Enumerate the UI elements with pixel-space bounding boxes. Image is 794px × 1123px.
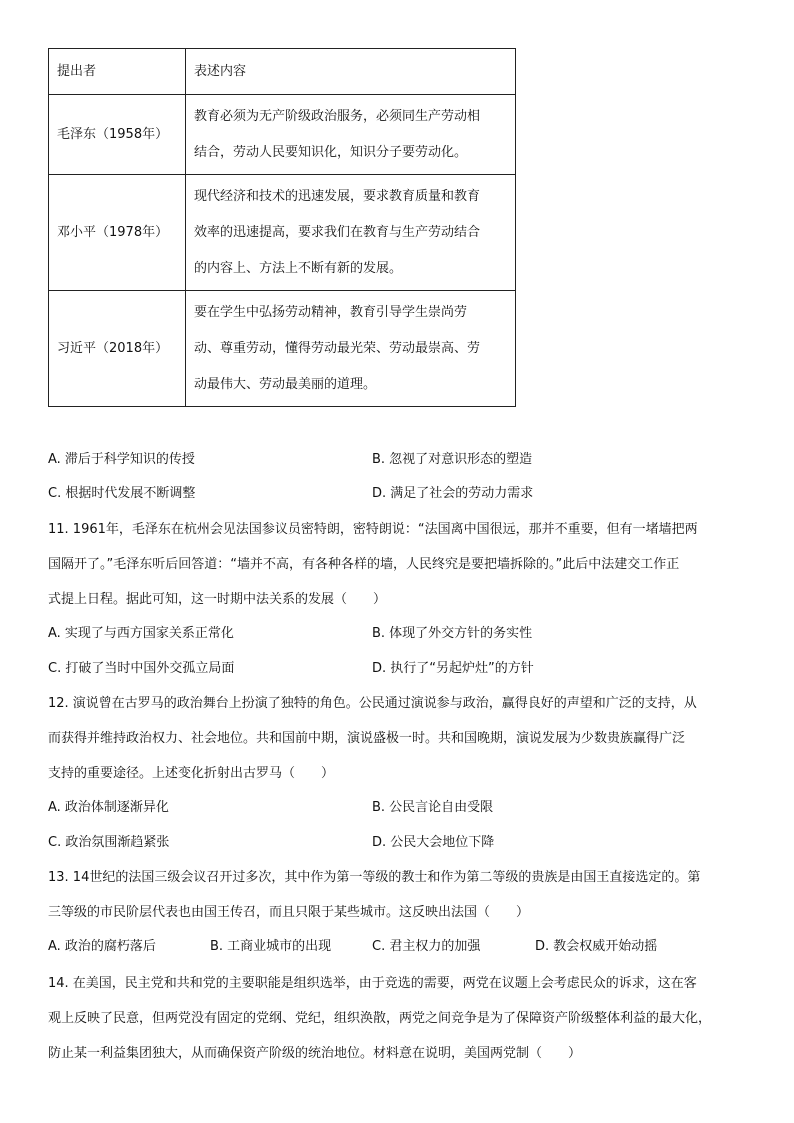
- q11-line: 式提上日程。据此可知，这一时期中法关系的发展（ ）: [48, 592, 387, 607]
- q11-option-c[interactable]: C. 打破了当时中国外交孤立局面: [48, 661, 235, 676]
- content-cell: [186, 95, 516, 175]
- table-row: [49, 95, 516, 175]
- q11-line: 国隔开了。”毛泽东听后回答道：“墙并不高，有各种各样的墙，人民终究是要把墙拆除的。”此后中法建交工作正: [48, 557, 680, 572]
- q12-stem: [48, 686, 748, 791]
- content-cell: [186, 175, 516, 291]
- q12-option-d[interactable]: D. 公民大会地位下降: [372, 835, 495, 850]
- q13-option-c[interactable]: C. 君主权力的加强: [372, 939, 481, 954]
- q11-option-d[interactable]: D. 执行了“另起炉灶”的方针: [372, 661, 534, 676]
- q10-option-a[interactable]: A. 滞后于科学知识的传授: [48, 452, 195, 467]
- q13-line: 13. 14世纪的法国三级会议召开过多次，其中作为第一等级的教士和作为第二等级的贵族是由国王直接选定的。第: [48, 870, 701, 885]
- q14-line: 观上反映了民意，但两党没有固定的党纲、党纪，组织涣散，两党之间竞争是为了保障资产阶级整体利益的最大化，: [48, 1011, 712, 1026]
- content-line: 教育必须为无产阶级政治服务，必须同生产劳动相: [194, 108, 481, 124]
- header-proposer: 提出者: [49, 49, 186, 95]
- content-line: 动、尊重劳动，懂得劳动最光荣、劳动最崇高、劳: [194, 340, 481, 356]
- q12-line: 而获得并维持政治权力、社会地位。共和国前中期，演说盛极一时。共和国晚期，演说发展为少数贵族赢得广泛: [48, 731, 686, 746]
- q14-stem: [48, 966, 748, 1071]
- q10-option-c[interactable]: C. 根据时代发展不断调整: [48, 486, 196, 501]
- q10-option-d[interactable]: D. 满足了社会的劳动力需求: [372, 486, 534, 501]
- q13-line: 三等级的市民阶层代表也由国王传召，而且只限于某些城市。这反映出法国（ ）: [48, 905, 530, 920]
- q14-line: 防止某一利益集团独大，从而确保资产阶级的统治地位。材料意在说明，美国两党制（ ）: [48, 1046, 582, 1061]
- q12-option-c[interactable]: C. 政治氛围渐趋紧张: [48, 835, 170, 850]
- q12-option-b[interactable]: B. 公民言论自由受限: [372, 800, 494, 815]
- q13-option-b[interactable]: B. 工商业城市的出现: [210, 939, 332, 954]
- q13-option-d[interactable]: D. 教会权威开始动摇: [535, 939, 658, 954]
- q11-line: 11. 1961年，毛泽东在杭州会见法国参议员密特朗，密特朗说：“法国离中国很远，那并不重要，但有一堵墙把两: [48, 522, 698, 537]
- proposer-cell: 毛泽东（1958年）: [49, 95, 186, 175]
- q12-option-a[interactable]: A. 政治体制逐渐异化: [48, 800, 169, 815]
- q12-line: 支持的重要途径。上述变化折射出古罗马（ ）: [48, 766, 335, 781]
- q10-option-b[interactable]: B. 忽视了对意识形态的塑造: [372, 452, 533, 467]
- content-line: 现代经济和技术的迅速发展，要求教育质量和教育: [194, 188, 481, 204]
- proposer-cell: 习近平（2018年）: [49, 291, 186, 407]
- q14-line: 14. 在美国，民主党和共和党的主要职能是组织选举，由于竞选的需要，两党在议题上会考虑民众的诉求，这在客: [48, 976, 697, 991]
- content-line: 效率的迅速提高，要求我们在教育与生产劳动结合: [194, 224, 481, 240]
- content-line: 动最伟大、劳动最美丽的道理。: [194, 376, 377, 392]
- q11-stem: [48, 512, 748, 617]
- table-row: [49, 175, 516, 291]
- q12-line: 12. 演说曾在古罗马的政治舞台上扮演了独特的角色。公民通过演说参与政治，赢得良好的声望和广泛的支持，从: [48, 696, 697, 711]
- q11-option-a[interactable]: A. 实现了与西方国家关系正常化: [48, 626, 234, 641]
- q11-option-b[interactable]: B. 体现了外交方针的务实性: [372, 626, 533, 641]
- table-header-row: [49, 49, 516, 95]
- q13-option-a[interactable]: A. 政治的腐朽落后: [48, 939, 156, 954]
- header-content: 表述内容: [186, 49, 516, 95]
- table-row: [49, 291, 516, 407]
- proposer-cell: 邓小平（1978年）: [49, 175, 186, 291]
- content-line: 结合，劳动人民要知识化，知识分子要劳动化。: [194, 144, 468, 160]
- content-line: 的内容上、方法上不断有新的发展。: [194, 260, 403, 276]
- content-cell: [186, 291, 516, 407]
- content-line: 要在学生中弘扬劳动精神，教育引导学生崇尚劳: [194, 304, 468, 320]
- q13-stem: [48, 860, 748, 930]
- education-table: [48, 48, 516, 407]
